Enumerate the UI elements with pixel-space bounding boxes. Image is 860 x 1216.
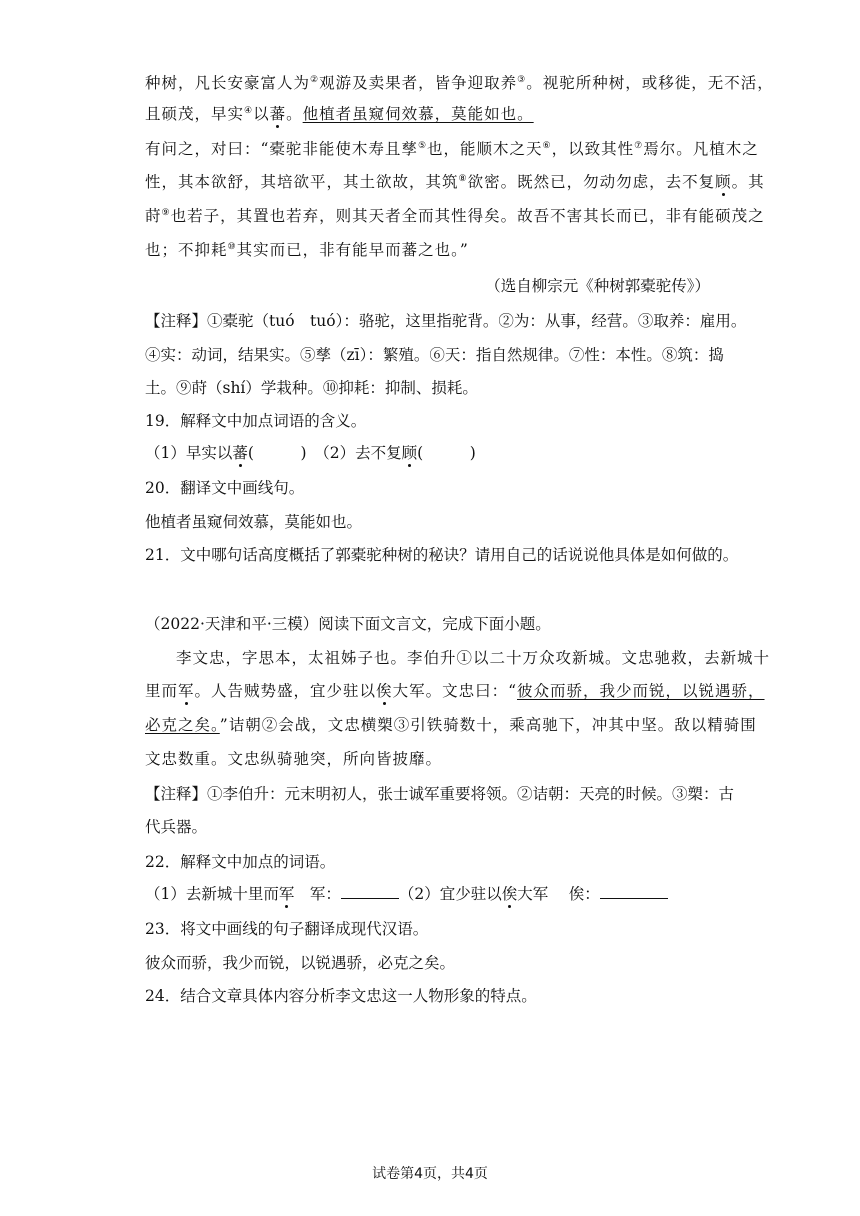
notes1-line3: 土。⑨莳（shí）学栽种。⑩抑耗：抑制、损耗。	[145, 379, 478, 397]
passage1-line5: 莳⑨也若子，其置也若弃，则其天者全而其性得矣。故吾不害其长而已，非有能硕茂之	[145, 207, 765, 225]
passage1-line3: 有问之，对曰：“橐驼非能使木寿且孳⑤也，能顺木之天⑥，以致其性⑦焉尔。凡植木之	[145, 140, 759, 158]
passage2-line4: 文忠数重。文忠纵骑驰突，所向皆披靡。	[145, 750, 443, 768]
notes2-line1: 【注释】①李伯升：元末明初人，张士诚军重要将领。②诘朝：天亮的时候。③槊：古	[145, 785, 735, 803]
dotted-word: 顾	[715, 173, 732, 191]
dotted-word: 军	[178, 682, 195, 700]
answer-blank[interactable]	[341, 884, 399, 899]
passage2-line1: 李文忠，字思本，太祖姊子也。李伯升①以二十万众攻新城。文忠驰救，去新城十	[176, 649, 771, 667]
underlined-sentence: 他植者虽窥伺效慕，莫能如也。	[302, 105, 534, 123]
passage1-line4: 性，其本欲舒，其培欲平，其土欲故，其筑⑧欲密。既然已，勿动勿虑，去不复顾。其	[145, 173, 765, 191]
dotted-word: 顾	[401, 444, 418, 462]
answer-blank[interactable]	[600, 884, 668, 899]
page-footer: 试卷第4页，共4页	[372, 1166, 488, 1182]
passage1-line6: 也；不抑耗⑩其实而已，非有能早而蕃之也。”	[145, 241, 469, 259]
question-19-title: 19．解释文中加点词语的含义。	[145, 412, 367, 430]
passage1-source: （选自柳宗元《种树郭橐驼传》）	[485, 277, 710, 295]
section2-intro: （2022·天津和平·三模）阅读下面文言文，完成下面小题。	[145, 615, 551, 633]
dotted-word: 蕃	[269, 105, 287, 123]
dotted-word: 军	[278, 885, 295, 903]
underlined-sentence: 彼众而骄，我少而锐，以锐遇骄，	[517, 682, 765, 700]
passage1-line2: 且硕茂，早实④以蕃。他植者虽窥伺效慕，莫能如也。	[145, 105, 534, 123]
question-21-title: 21．文中哪句话高度概括了郭橐驼种树的秘诀？请用自己的话说说他具体是如何做的。	[145, 546, 739, 564]
question-24-title: 24．结合文章具体内容分析李文忠这一人物形象的特点。	[145, 987, 537, 1005]
passage2-line2: 里而军。人告贼势盛，宜少驻以俟大军。文忠曰：“彼众而骄，我少而锐，以锐遇骄，	[145, 682, 765, 700]
underlined-sentence: 必克之矣。	[145, 716, 220, 734]
question-20-text: 他植者虽窥伺效慕，莫能如也。	[145, 513, 363, 531]
question-23-text: 彼众而骄，我少而锐，以锐遇骄，必克之矣。	[145, 954, 456, 972]
passage2-line3: 必克之矣。”诘朝②会战，文忠横槊③引铁骑数十，乘高驰下，冲其中坚。敌以精骑围	[145, 716, 757, 734]
question-23-title: 23．将文中画线的句子翻译成现代汉语。	[145, 920, 429, 938]
dotted-word: 俟	[376, 682, 393, 700]
dotted-word: 蕃	[232, 444, 248, 462]
notes1-line1: 【注释】①橐驼（tuó tuó）：骆驼，这里指驼背。②为：从事，经营。③取养：雇用。	[145, 312, 747, 330]
question-22-items: （1）去新城十里而军 军： （2）宜少驻以俟大军 俟：	[145, 884, 668, 904]
notes1-line2: ④实：动词，结果实。⑤孳（zī）：繁殖。⑥天：指自然规律。⑦性：本性。⑧筑：捣	[145, 346, 724, 364]
passage1-line1: 种树，凡长安豪富人为②观游及卖果者，皆争迎取养③。视驼所种树，或移徙，无不活，	[145, 74, 774, 92]
notes2-line2: 代兵器。	[145, 818, 208, 836]
dotted-word: 俟	[501, 885, 518, 903]
question-20-title: 20．翻译文中画线句。	[145, 479, 305, 497]
question-22-title: 22．解释文中加点的词语。	[145, 853, 336, 871]
question-19-items: （1）早实以蕃( ) （2）去不复顾( )	[145, 444, 476, 462]
